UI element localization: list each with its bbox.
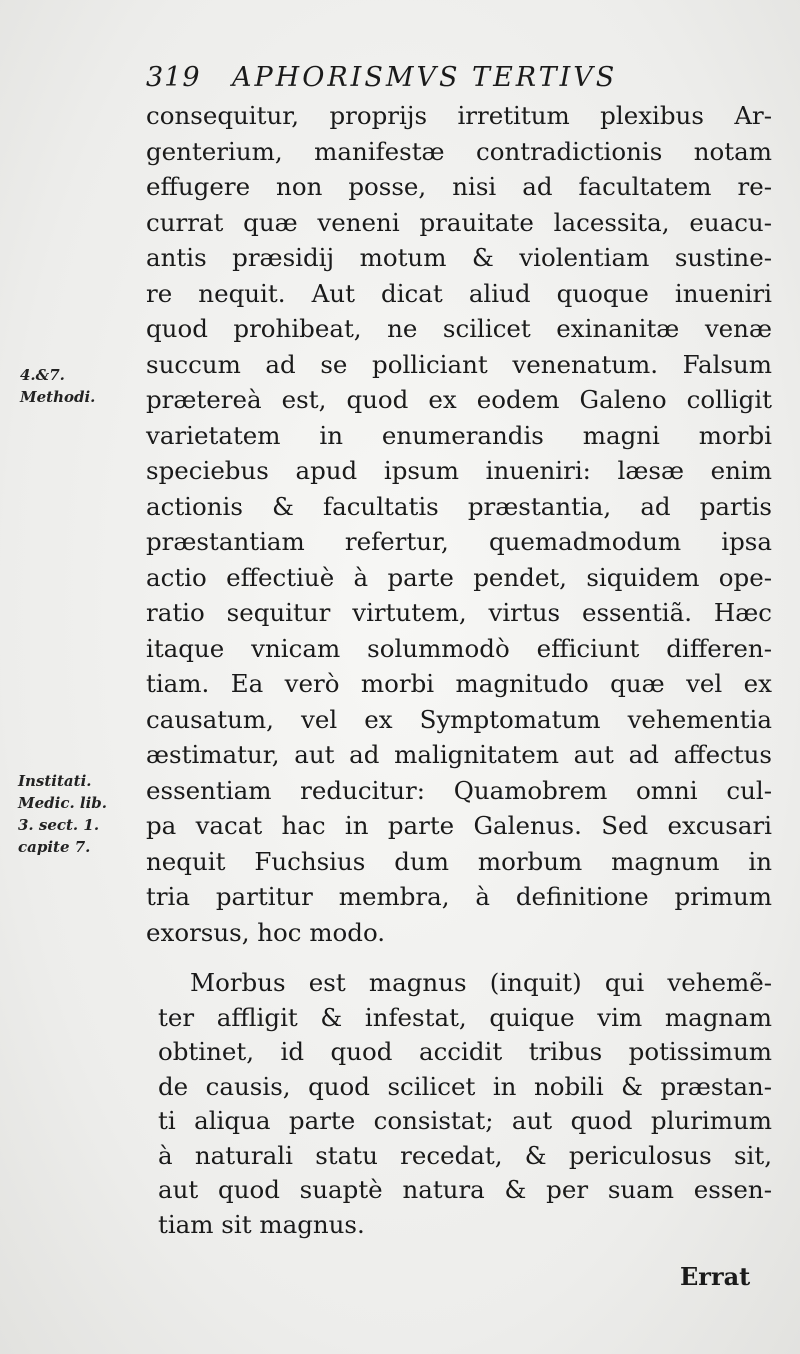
- paragraph-1: [146, 98, 772, 950]
- text-line: re nequit. Aut dicat aliud quoque inueniri: [146, 278, 772, 308]
- page-number: 319: [146, 62, 201, 93]
- text-line: æstimatur, aut ad malignitatem aut ad affectus: [146, 740, 772, 769]
- margin-note-line: Institati.: [18, 772, 92, 790]
- text-line: Morbus est magnus (inquit) qui vehemẽ-: [190, 968, 772, 997]
- margin-note-methodi: [20, 364, 95, 408]
- text-line: antis præsidij motum & violentiam sustine-: [146, 243, 772, 272]
- text-line: ratio sequitur virtutem, virtus essentiã. Hæc: [146, 598, 772, 627]
- text-line: itaque vnicam solummodò efficiunt differen-: [146, 633, 772, 663]
- margin-note-line: capite 7.: [18, 838, 91, 856]
- text-line: præstantiam refertur, quemadmodum ipsa: [146, 527, 772, 556]
- text-line: essentiam reducitur: Quamobrem omni cul-: [146, 775, 772, 805]
- text-line: actionis & facultatis præstantia, ad partis: [146, 491, 772, 521]
- text-line: genterium, manifestæ contradictionis notam: [146, 136, 772, 166]
- text-line: exorsus, hoc modo.: [146, 917, 386, 947]
- text-line: obtinet, id quod accidit tribus potissimum: [158, 1037, 772, 1066]
- text-line: varietatem in enumerandis magni morbi: [146, 420, 772, 450]
- text-line: tiam. Ea verò morbi magnitudo quæ vel ex: [146, 669, 772, 698]
- margin-note-institut: [18, 770, 107, 858]
- text-line: actio effectiuè à parte pendet, siquidem ope-: [146, 562, 772, 592]
- text-line: prætereà est, quod ex eodem Galeno colligit: [146, 385, 772, 414]
- text-line: speciebus apud ipsum inueniri: læsæ enim: [146, 456, 772, 485]
- text-line: currat quæ veneni prauitate lacessita, euacu-: [146, 207, 772, 237]
- text-line: pa vacat hac in parte Galenus. Sed excusari: [146, 811, 772, 840]
- text-line: ti aliqua parte consistat; aut quod plurimum: [158, 1106, 772, 1135]
- text-line: causatum, vel ex Symptomatum vehementia: [146, 704, 772, 734]
- catchword: Errat: [680, 1262, 751, 1291]
- margin-note-line: Methodi.: [20, 388, 96, 406]
- text-line: ter affligit & infestat, quique vim magnam: [158, 1002, 772, 1032]
- text-line: consequitur, proprijs irretitum plexibus Ar-: [146, 101, 772, 130]
- page-header: [146, 58, 706, 98]
- text-line: de causis, quod scilicet in nobili & præstan-: [158, 1071, 772, 1101]
- paragraph-2: [158, 966, 772, 1242]
- text-line: effugere non posse, nisi ad facultatem re-: [146, 172, 772, 201]
- margin-note-line: Medic. lib.: [18, 794, 108, 812]
- text-line: tiam sit magnus.: [158, 1209, 365, 1239]
- margin-note-line: 4.&7.: [20, 366, 65, 384]
- text-line: nequit Fuchsius dum morbum magnum in: [146, 846, 772, 876]
- text-line: quod prohibeat, ne scilicet exinanitæ venæ: [146, 314, 772, 343]
- text-line: à naturali statu recedat, & periculosus sit,: [158, 1140, 772, 1170]
- margin-note-line: 3. sect. 1.: [18, 816, 100, 834]
- running-head: APHORISMVS TERTIVS: [232, 62, 618, 93]
- text-line: tria partitur membra, à definitione primum: [146, 882, 772, 911]
- text-line: succum ad se polliciant venenatum. Falsum: [146, 349, 772, 379]
- text-line: aut quod suaptè natura & per suam essen-: [158, 1175, 772, 1204]
